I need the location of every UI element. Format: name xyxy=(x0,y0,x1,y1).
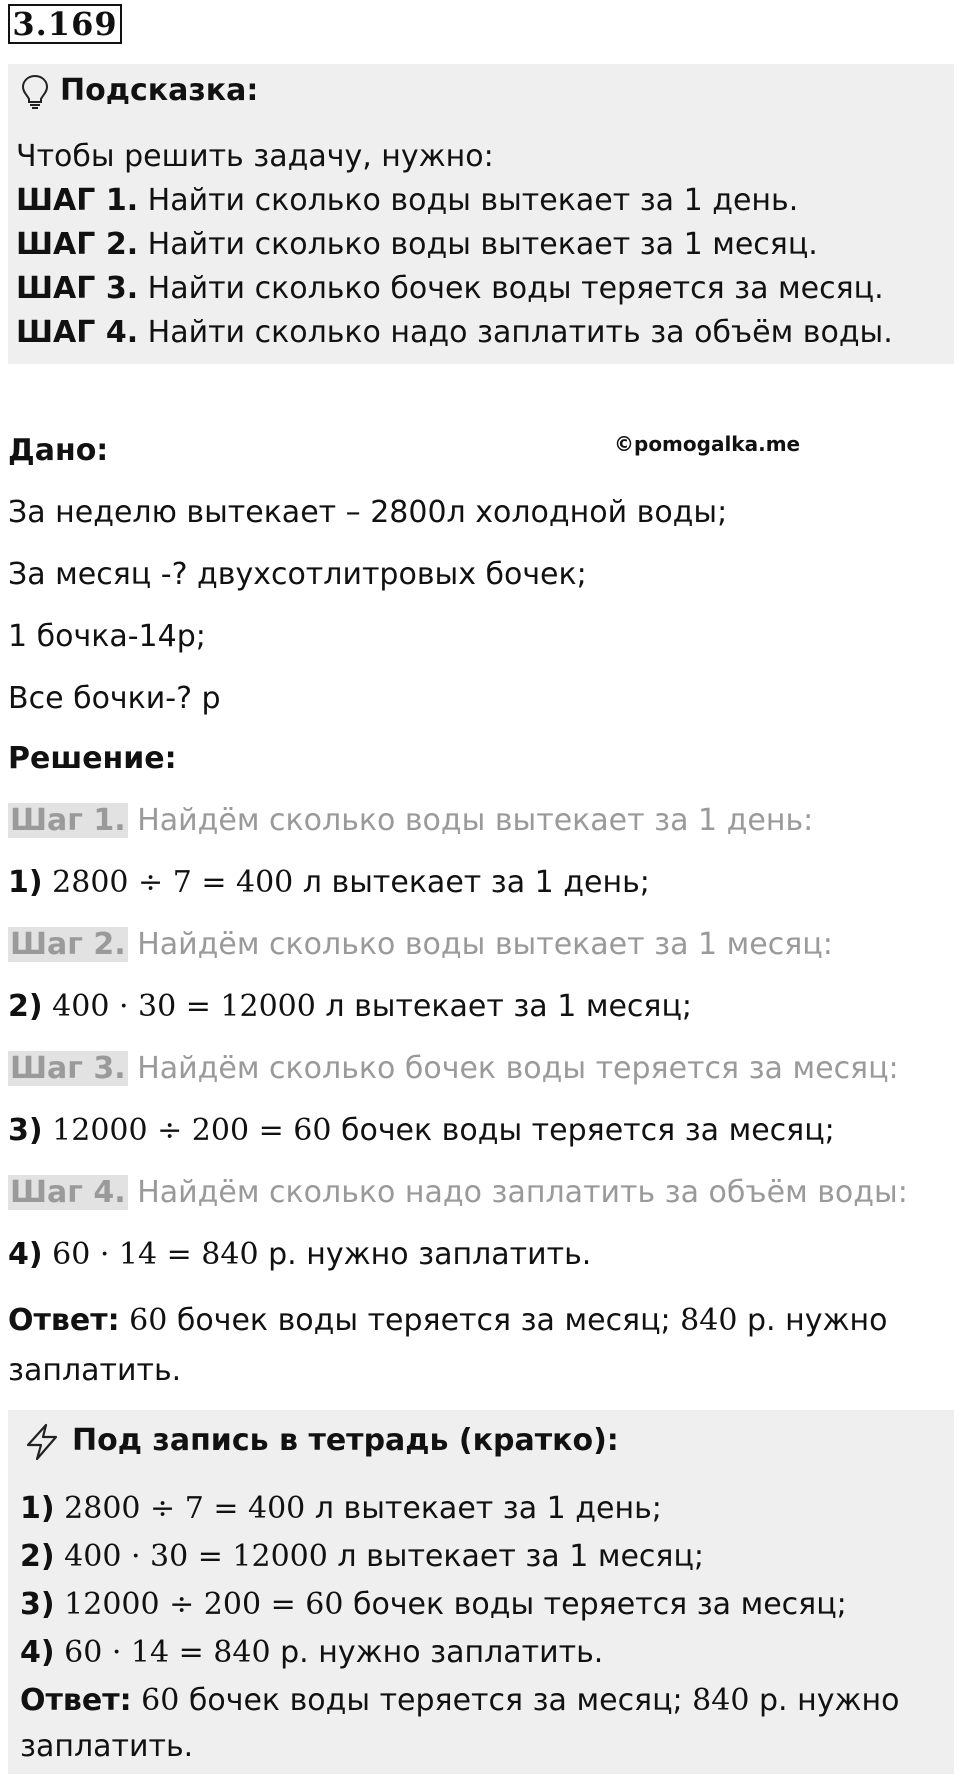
answer-label: Ответ: xyxy=(20,1683,132,1718)
solution-step-line xyxy=(8,864,650,902)
hint-step-text: Найти сколько бочек воды теряется за месяц. xyxy=(138,271,884,306)
step-result: л вытекает за 1 месяц; xyxy=(327,1539,704,1574)
answer-number: 60 xyxy=(141,1683,180,1718)
answer-number: 60 xyxy=(129,1303,168,1338)
answer-number: 840 xyxy=(680,1303,738,1338)
hint-intro: Чтобы решить задачу, нужно: xyxy=(16,139,494,174)
given-line: За неделю вытекает – 2800л холодной воды; xyxy=(8,495,728,530)
step-number: 3) xyxy=(8,1113,43,1148)
solution-step-heading xyxy=(8,1174,908,1212)
solution-step-line xyxy=(8,988,692,1026)
hint-step-text: Найти сколько надо заплатить за объём воды. xyxy=(138,315,893,350)
lightbulb-icon xyxy=(20,74,50,114)
given-line: За месяц -? двухсотлитровых бочек; xyxy=(8,557,587,592)
hint-title: Подсказка: xyxy=(60,73,259,108)
solution-answer-continuation: заплатить. xyxy=(8,1353,182,1388)
step-tag: Шаг 2. xyxy=(10,927,126,962)
step-number: 3) xyxy=(20,1587,55,1622)
math-expression: 400 · 30 = 12000 xyxy=(52,989,316,1024)
task-number: 3.169 xyxy=(8,4,122,44)
notes-line xyxy=(20,1538,704,1576)
math-expression: 2800 ÷ 7 = 400 xyxy=(52,865,294,900)
step-tag: Шаг 1. xyxy=(10,803,126,838)
step-desc: Найдём сколько воды вытекает за 1 месяц: xyxy=(127,927,833,962)
math-expression: 2800 ÷ 7 = 400 xyxy=(64,1491,306,1526)
step-result: л вытекает за 1 день; xyxy=(293,865,650,900)
step-result: бочек воды теряется за месяц; xyxy=(343,1587,847,1622)
given-line: Все бочки-? р xyxy=(8,681,221,716)
step-desc: Найдём сколько бочек воды теряется за месяц: xyxy=(127,1051,899,1086)
hint-step-3 xyxy=(16,270,884,308)
step-result: л вытекает за 1 месяц; xyxy=(315,989,692,1024)
solution-answer xyxy=(8,1302,887,1340)
notes-box xyxy=(8,1410,954,1774)
notes-answer-continuation: заплатить. xyxy=(20,1729,194,1764)
lightning-icon xyxy=(22,1422,62,1466)
solution-step-heading xyxy=(8,1050,899,1088)
notes-line xyxy=(20,1586,847,1624)
step-desc: Найдём сколько воды вытекает за 1 день: xyxy=(127,803,814,838)
step-number: 4) xyxy=(20,1635,55,1670)
hint-step-label: ШАГ 1. xyxy=(16,183,139,218)
given-title: Дано: xyxy=(8,433,109,468)
solution-step-line xyxy=(8,1236,591,1274)
solution-step-heading xyxy=(8,926,833,964)
math-expression: 12000 ÷ 200 = 60 xyxy=(52,1113,332,1148)
hint-step-2 xyxy=(16,226,818,264)
step-number: 1) xyxy=(20,1491,55,1526)
hint-box xyxy=(8,64,954,364)
hint-step-text: Найти сколько воды вытекает за 1 день. xyxy=(138,183,799,218)
step-number: 1) xyxy=(8,865,43,900)
watermark: ©pomogalka.me xyxy=(614,432,801,456)
step-tag: Шаг 4. xyxy=(10,1175,126,1210)
answer-text: бочек воды теряется за месяц; xyxy=(167,1303,681,1338)
step-number: 4) xyxy=(8,1237,43,1272)
step-number: 2) xyxy=(20,1539,55,1574)
solution-title: Решение: xyxy=(8,741,177,776)
step-tag: Шаг 3. xyxy=(10,1051,126,1086)
notes-title: Под запись в тетрадь (кратко): xyxy=(72,1423,619,1458)
hint-step-label: ШАГ 2. xyxy=(16,227,139,262)
hint-step-label: ШАГ 4. xyxy=(16,315,139,350)
hint-step-4 xyxy=(16,314,893,352)
answer-text: р. нужно xyxy=(749,1683,900,1718)
notes-line xyxy=(20,1490,662,1528)
step-result: р. нужно заплатить. xyxy=(258,1237,592,1272)
notes-line xyxy=(20,1634,603,1672)
step-result: р. нужно заплатить. xyxy=(270,1635,604,1670)
answer-text: бочек воды теряется за месяц; xyxy=(179,1683,693,1718)
solution-step-line xyxy=(8,1112,835,1150)
math-expression: 400 · 30 = 12000 xyxy=(64,1539,328,1574)
hint-step-text: Найти сколько воды вытекает за 1 месяц. xyxy=(138,227,818,262)
answer-label: Ответ: xyxy=(8,1303,120,1338)
solution-step-heading xyxy=(8,802,813,840)
answer-number: 840 xyxy=(692,1683,750,1718)
step-result: бочек воды теряется за месяц; xyxy=(331,1113,835,1148)
math-expression: 60 · 14 = 840 xyxy=(64,1635,271,1670)
hint-step-1 xyxy=(16,182,798,220)
answer-text: р. нужно xyxy=(737,1303,888,1338)
math-expression: 12000 ÷ 200 = 60 xyxy=(64,1587,344,1622)
given-line: 1 бочка-14р; xyxy=(8,619,206,654)
step-desc: Найдём сколько надо заплатить за объём воды: xyxy=(127,1175,908,1210)
notes-answer xyxy=(20,1682,899,1720)
step-number: 2) xyxy=(8,989,43,1024)
hint-step-label: ШАГ 3. xyxy=(16,271,139,306)
step-result: л вытекает за 1 день; xyxy=(305,1491,662,1526)
math-expression: 60 · 14 = 840 xyxy=(52,1237,259,1272)
